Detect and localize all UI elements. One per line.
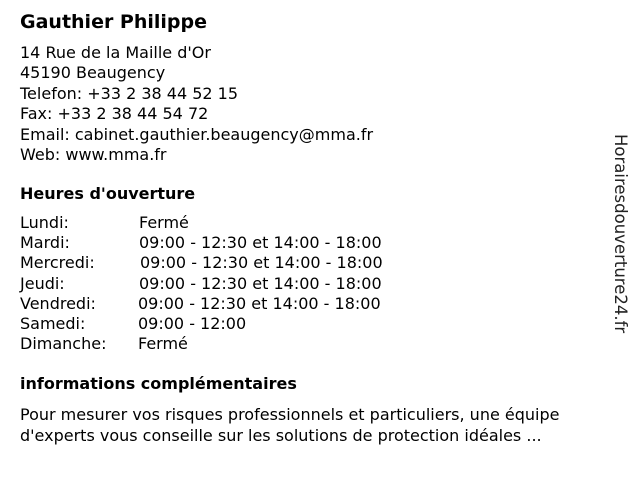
opening-hours-list [20, 213, 440, 354]
phone-number: Telefon: +33 2 38 44 52 15 [20, 83, 239, 103]
contact-details [20, 43, 373, 165]
day-hours: 09:00 - 12:00 [138, 313, 247, 333]
day-label: Dimanche: [20, 334, 107, 354]
day-label: Jeudi: [20, 273, 65, 293]
business-name: Gauthier Philippe [20, 11, 208, 33]
day-label: Mercredi: [20, 253, 95, 273]
hours-row-jeudi [20, 274, 440, 294]
hours-row-mardi [20, 233, 440, 253]
day-label: Vendredi: [20, 293, 96, 313]
site-watermark [604, 134, 638, 374]
additional-info-text: Pour mesurer vos risques professionnels et particuliers, une équipe d'experts vous conseille sur les solutions de protection idéales ... [20, 405, 560, 445]
hours-row-mercredi [20, 253, 440, 273]
day-hours: 09:00 - 12:30 et 14:00 - 18:00 [139, 273, 382, 293]
day-hours: 09:00 - 12:30 et 14:00 - 18:00 [139, 233, 382, 253]
day-hours: Fermé [138, 334, 188, 354]
website: Web: www.mma.fr [20, 145, 167, 165]
street-address: 14 Rue de la Maille d'Or [20, 43, 211, 62]
hours-row-dimanche [20, 334, 440, 354]
hours-row-samedi [20, 314, 440, 334]
day-hours: 09:00 - 12:30 et 14:00 - 18:00 [138, 293, 381, 313]
hours-row-lundi [20, 213, 440, 233]
hours-row-vendredi [20, 294, 440, 314]
day-hours: Fermé [139, 213, 189, 232]
day-label: Lundi: [20, 213, 69, 232]
fax-number: Fax: +33 2 38 44 54 72 [20, 104, 209, 124]
city-postcode: 45190 Beaugency [20, 63, 166, 83]
watermark-text: Horairesdouverture24.fr [611, 134, 630, 334]
email-address: Email: cabinet.gauthier.beaugency@mma.fr [20, 124, 374, 144]
day-label: Samedi: [20, 313, 86, 333]
additional-info-heading: informations complémentaires [20, 374, 297, 393]
day-hours: 09:00 - 12:30 et 14:00 - 18:00 [140, 253, 383, 273]
day-label: Mardi: [20, 233, 70, 253]
opening-hours-heading: Heures d'ouverture [20, 184, 196, 203]
